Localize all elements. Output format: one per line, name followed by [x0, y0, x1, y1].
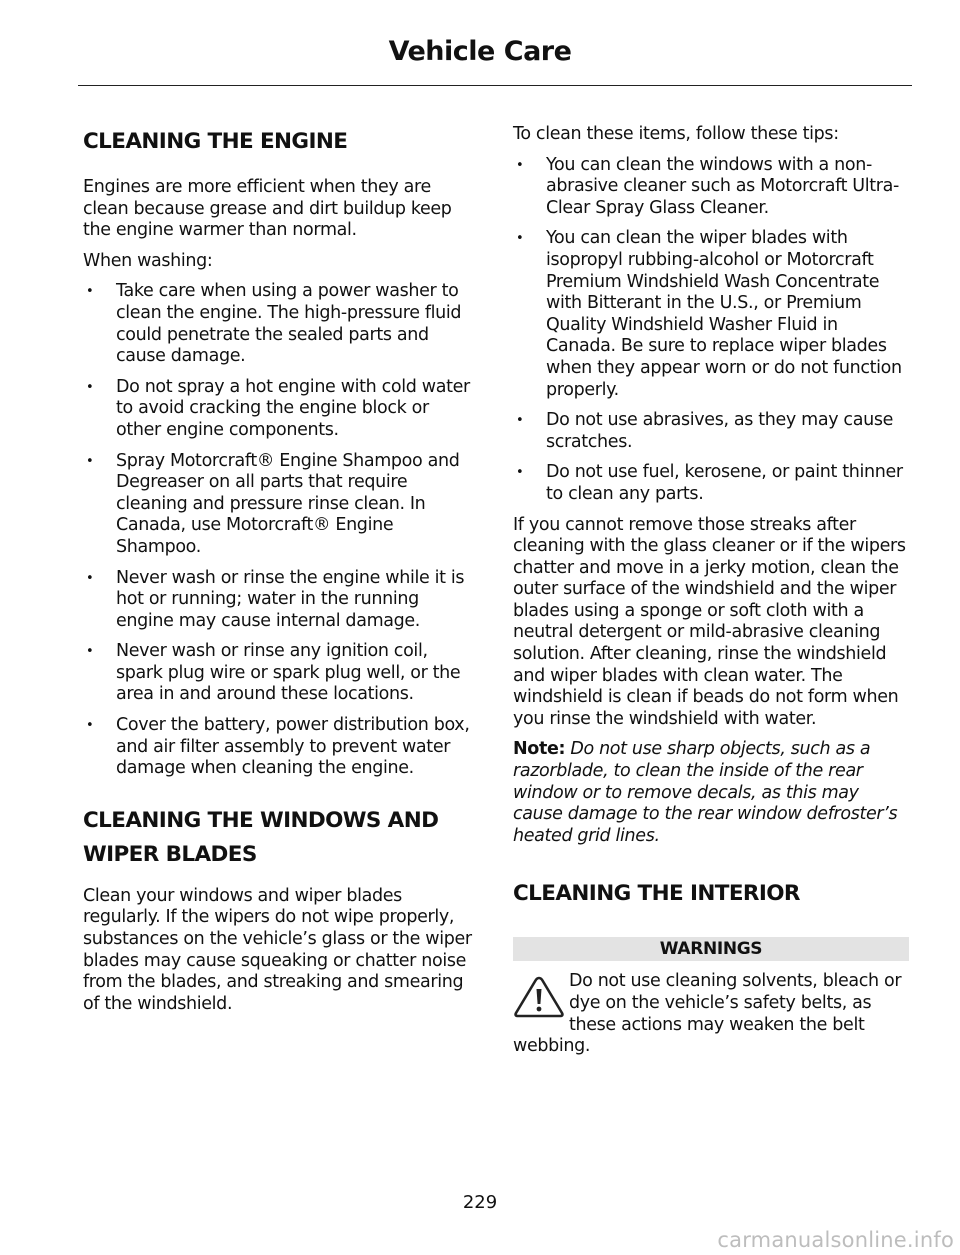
list-item: • Take care when using a power washer to clean the engine. The high-pressure fluid could penetrate the sealed parts and cause damage. — [83, 281, 475, 367]
warning-text: Do not use cleaning solvents, bleach or dye on the vehicle’s safety belts, as these actions may weaken the belt webbing. — [513, 971, 902, 1057]
engine-intro: Engines are more efficient when they are clean because grease and dirt buildup keep the engine warmer than normal. — [83, 177, 452, 241]
list-item: • Never wash or rinse the engine while it is hot or running; water in the running engine may cause internal damage. — [83, 568, 475, 633]
warning-block — [513, 971, 909, 1057]
interior-heading: CLEANING THE INTERIOR — [513, 881, 800, 907]
tips-bullet-list — [513, 155, 909, 506]
note-text: Do not use sharp objects, such as a razorblade, to clean the inside of the rear window or to remove decals, as this may cause damage to the rear window defroster’s heated grid lines. — [513, 739, 898, 846]
streaks-paragraph: If you cannot remove those streaks after cleaning with the glass cleaner or if the wipers chatter and move in a jerky motion, clean the outer surface of the windshield and the wiper blades using a sponge or soft cloth with a neutral detergent or mild-abrasive cleaning solution. After cleaning, rinse the windshield and wiper blades with clean water. The windshield is clean if beads do not form when you rinse the windshield with water. — [513, 514, 906, 729]
note-label: Note: — [513, 739, 566, 760]
left-column — [83, 124, 475, 1024]
list-item: • Spray Motorcraft® Engine Shampoo and Degreaser on all parts that require cleaning and pressure rinse clean. In Canada, use Motorcraft® Engine Shampoo. — [83, 451, 475, 559]
list-item: • Cover the battery, power distribution box, and air filter assembly to prevent water damage when cleaning the engine. — [83, 715, 475, 780]
list-item: • Do not spray a hot engine with cold water to avoid cracking the engine block or other engine components. — [83, 377, 475, 442]
right-column — [513, 124, 909, 1058]
tips-intro: To clean these items, follow these tips: — [513, 124, 839, 144]
warnings-bar: WARNINGS — [513, 937, 909, 961]
header-divider — [78, 85, 912, 86]
windows-intro: Clean your windows and wiper blades regularly. If the wipers do not wipe properly, substances on the vehicle’s glass or the wiper blades may cause squeaking or chatter noise from the blades, and streaking and smearing of the windshield. — [83, 885, 472, 1014]
list-item: • You can clean the windows with a non-abrasive cleaner such as Motorcraft Ultra-Clear Spray Glass Cleaner. — [513, 155, 909, 220]
windows-heading-line1: CLEANING THE WINDOWS AND — [83, 807, 439, 833]
list-item: • Do not use abrasives, as they may cause scratches. — [513, 410, 909, 453]
list-item: • Do not use fuel, kerosene, or paint thinner to clean any parts. — [513, 462, 909, 505]
list-item: • Never wash or rinse any ignition coil, spark plug wire or spark plug well, or the area in and around these locations. — [83, 641, 475, 706]
page-number: 229 — [462, 1192, 498, 1213]
warning-triangle-icon — [513, 975, 565, 1019]
page-header-title: Vehicle Care — [388, 36, 572, 67]
engine-bullet-list — [83, 281, 475, 779]
list-item: • You can clean the wiper blades with isopropyl rubbing-alcohol or Motorcraft Premium Windshield Wash Concentrate with Bitterant in the U.S., or Premium Quality Windshield Washer Fluid in Canada. Be sure to replace wiper blades when they appear worn or do not function properly. — [513, 228, 909, 401]
windows-heading-line2: WIPER BLADES — [83, 841, 257, 867]
note-paragraph — [513, 739, 909, 847]
engine-heading: CLEANING THE ENGINE — [83, 129, 348, 154]
watermark: carmanualsonline.info — [717, 1228, 954, 1252]
when-washing-label: When washing: — [83, 250, 213, 271]
windows-heading — [83, 804, 475, 872]
